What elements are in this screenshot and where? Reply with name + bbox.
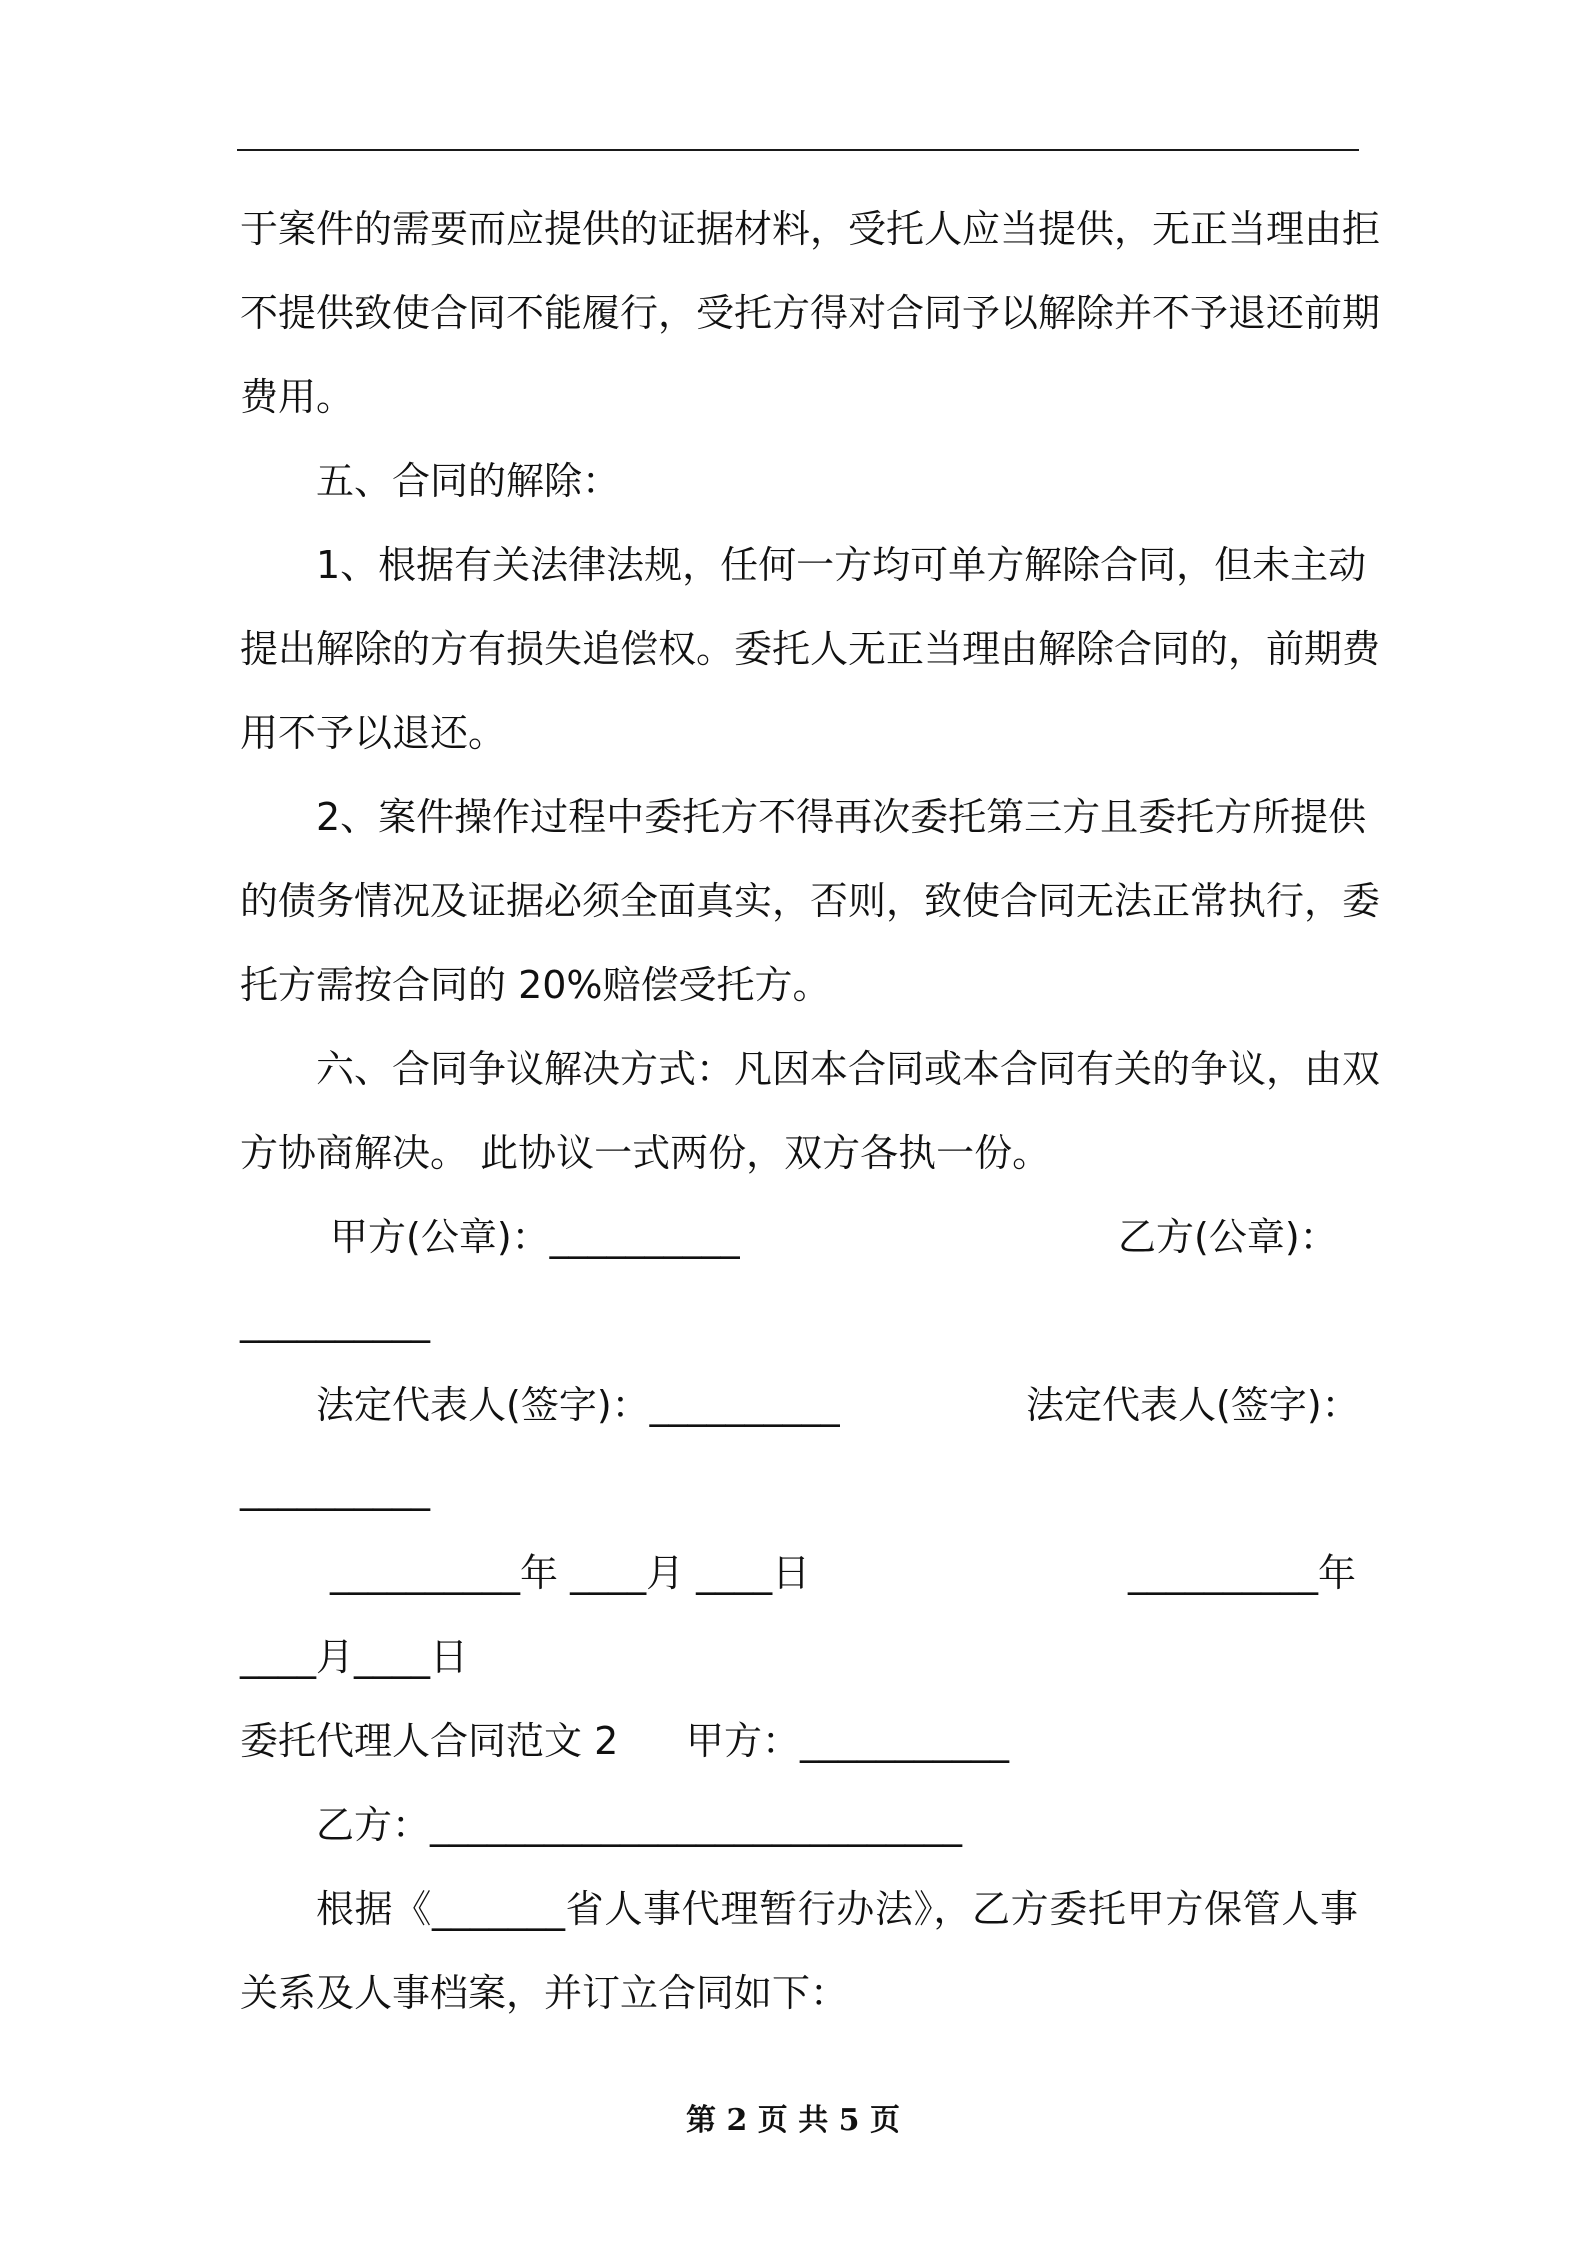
body-line: 用不予以退还。 [240,711,507,755]
body-line: 于案件的需要而应提供的证据材料，受托人应当提供，无正当理由拒 [240,207,1381,251]
party-b-seal-blank: __________ [240,1299,430,1343]
page-footer: 第 2 页 共 5 页 [686,2103,900,2138]
body-line: 关系及人事档案，并订立合同如下： [240,1971,849,2015]
party-b-rep-blank: __________ [240,1467,430,1511]
party-a-date: __________年 ____月 ____日 [330,1551,811,1595]
header-rule [237,149,1359,151]
body-line: 提出解除的方有损失追偿权。委托人无正当理由解除合同的，前期费 [240,627,1381,671]
party-a-rep: 法定代表人(签字)：__________ [316,1383,840,1427]
party-b-field: 乙方：____________________________ [316,1803,963,1847]
party-b-rep: 法定代表人(签字)： [1026,1383,1360,1427]
party-a-field: 甲方：___________ [686,1719,1010,1763]
body-line: 方协商解决。 此协议一式两份，双方各执一份。 [240,1131,1051,1175]
body-line: 的债务情况及证据必须全面真实，否则，致使合同无法正常执行，委 [240,879,1381,923]
party-b-date: __________年 [1128,1551,1357,1595]
body-line: 2、案件操作过程中委托方不得再次委托第三方且委托方所提供 [316,795,1367,839]
party-a-seal: 甲方(公章)：__________ [330,1215,740,1259]
section-heading: 六、合同争议解决方式：凡因本合同或本合同有关的争议，由双 [316,1047,1381,1091]
body-line: 根据《_______省人事代理暂行办法》，乙方委托甲方保管人事 [316,1887,1358,1931]
body-line: 费用。 [240,375,355,419]
body-line: 1、根据有关法律法规，任何一方均可单方解除合同，但未主动 [316,543,1367,587]
body-line: 不提供致使合同不能履行，受托方得对合同予以解除并不予退还前期 [240,291,1381,335]
party-b-seal: 乙方(公章)： [1118,1215,1338,1259]
contract-heading: 委托代理人合同范文 2 [240,1719,619,1763]
party-b-date-cont: ____月____日 [240,1635,469,1679]
body-line: 托方需按合同的 20%赔偿受托方。 [240,963,831,1007]
section-heading: 五、合同的解除： [316,459,621,503]
